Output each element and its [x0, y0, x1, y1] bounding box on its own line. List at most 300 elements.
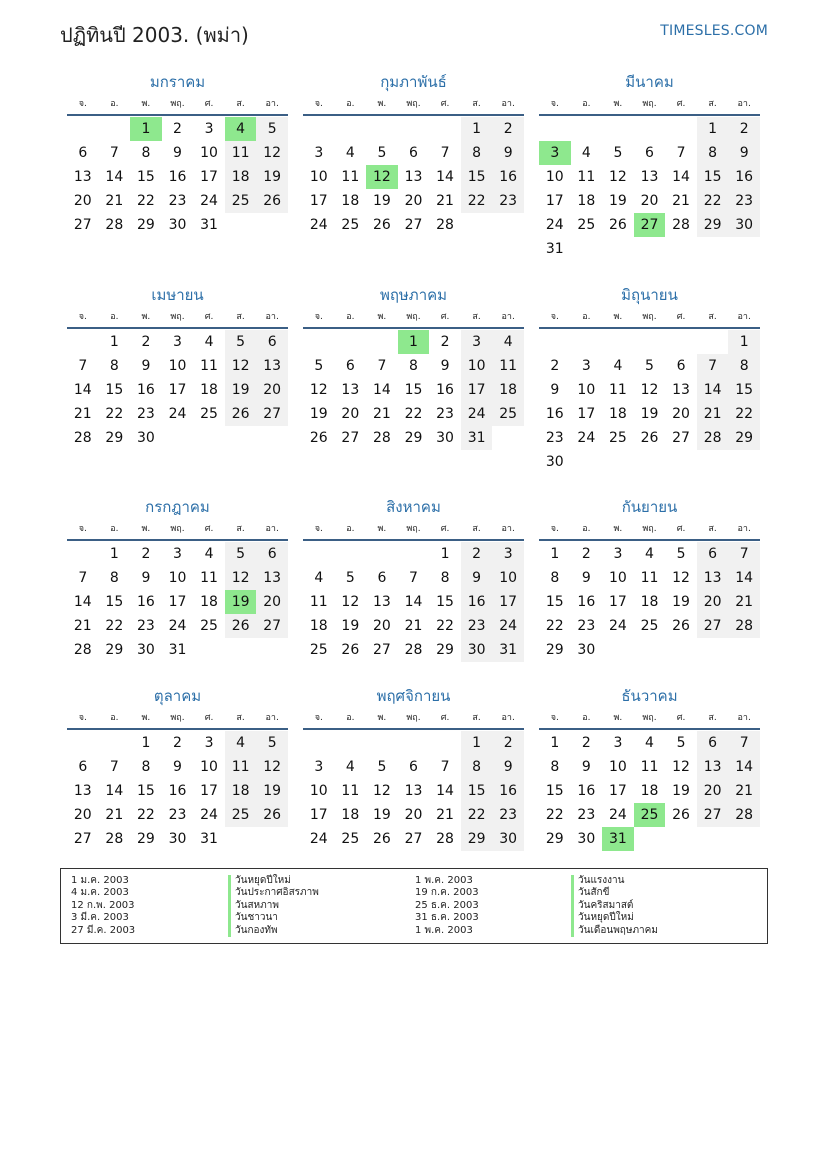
day-cell: 27: [256, 402, 288, 426]
day-cell: 13: [372, 594, 391, 610]
day-cell: 28: [697, 426, 729, 450]
weekday-label: ส.: [708, 312, 717, 322]
month-block: [67, 684, 288, 847]
day-cell: 25: [225, 189, 257, 213]
day-cell: 7: [697, 354, 729, 378]
weekday-label: พ.: [613, 524, 623, 534]
holiday-day-cell: 4: [225, 117, 257, 141]
day-cell: 9: [492, 755, 524, 779]
weekday-label: ศ.: [204, 312, 214, 322]
day-cell: 10: [200, 145, 218, 161]
day-cell: 15: [545, 783, 564, 799]
day-cell: 8: [440, 570, 450, 586]
day-cell: 6: [697, 731, 729, 755]
day-cell: 9: [550, 382, 560, 398]
day-cell: 14: [672, 169, 690, 185]
holiday-names-right: [571, 875, 658, 937]
month-block: [303, 495, 524, 658]
day-cell: 24: [168, 618, 187, 634]
day-cell: 20: [73, 193, 92, 209]
day-cell: 20: [697, 779, 729, 803]
day-cell: 27: [73, 831, 92, 847]
day-cell: 17: [309, 193, 328, 209]
day-cell: 7: [440, 145, 450, 161]
day-cell: 30: [545, 454, 564, 470]
day-cell: 2: [492, 117, 524, 141]
weekday-label: พฤ.: [642, 524, 657, 534]
day-cell: 30: [168, 831, 187, 847]
day-cell: 9: [141, 570, 151, 586]
month-block: [303, 283, 524, 446]
month-block: [303, 684, 524, 847]
day-cell: 19: [309, 406, 328, 422]
day-cell: 18: [200, 382, 218, 398]
day-cell: 28: [728, 803, 760, 827]
day-cell: 1: [109, 334, 119, 350]
day-cell: 21: [73, 618, 92, 634]
day-cell: 20: [73, 807, 92, 823]
day-cell: 21: [73, 406, 92, 422]
weekday-header: [303, 519, 524, 541]
day-cell: 17: [309, 807, 328, 823]
weekday-label: พฤ.: [406, 524, 421, 534]
day-cell: 13: [640, 169, 659, 185]
day-cell: 22: [728, 402, 760, 426]
holiday-name: วันกองทัพ: [228, 925, 319, 937]
day-cell: 23: [461, 614, 493, 638]
weekday-label: ส.: [472, 99, 481, 109]
day-cell: 15: [105, 382, 124, 398]
day-cell: 13: [256, 354, 288, 378]
weekday-label: ส.: [236, 524, 245, 534]
day-cell: 15: [105, 594, 124, 610]
month-name: มิถุนายน: [621, 286, 678, 304]
month-name: พฤษภาคม: [379, 286, 448, 304]
weekday-header: [303, 94, 524, 116]
day-cell: 20: [640, 193, 659, 209]
weekday-label: ศ.: [440, 524, 450, 534]
weekday-label: พฤ.: [170, 312, 185, 322]
day-cell: 4: [645, 735, 654, 751]
day-cell: 13: [404, 783, 423, 799]
weekday-label: ส.: [236, 713, 245, 723]
weekday-label: อ.: [346, 99, 355, 109]
day-cell: 9: [141, 358, 151, 374]
day-cell: 28: [436, 831, 454, 847]
day-cell: 22: [545, 618, 564, 634]
day-cell: 12: [225, 566, 257, 590]
day-cell: 20: [672, 406, 690, 422]
day-cell: 19: [608, 193, 627, 209]
day-cell: 13: [697, 755, 729, 779]
day-cell: 2: [173, 735, 182, 751]
day-cell: 1: [109, 546, 119, 562]
day-cell: 22: [404, 406, 423, 422]
day-cell: 2: [173, 121, 182, 137]
day-cell: 17: [577, 406, 596, 422]
day-cell: 3: [613, 546, 623, 562]
day-cell: 25: [608, 430, 627, 446]
day-cell: 10: [168, 358, 187, 374]
day-cell: 21: [372, 406, 391, 422]
day-cell: 1: [550, 735, 560, 751]
weekday-label: อา.: [265, 99, 279, 109]
day-cell: 4: [345, 145, 355, 161]
day-cell: 21: [105, 193, 124, 209]
day-cell: 9: [461, 566, 493, 590]
day-cell: 8: [409, 358, 418, 374]
day-cell: 28: [672, 217, 690, 233]
weekday-label: พฤ.: [170, 99, 185, 109]
weekday-label: ศ.: [204, 713, 214, 723]
day-cell: 31: [200, 831, 218, 847]
day-cell: 24: [461, 402, 493, 426]
weekday-label: พ.: [613, 713, 623, 723]
month-name: สิงหาคม: [386, 498, 441, 516]
month-name: ธันวาคม: [621, 687, 678, 705]
day-cell: 24: [200, 193, 218, 209]
weekday-label: อ.: [582, 713, 591, 723]
day-cell: 27: [404, 217, 423, 233]
weekday-label: อา.: [737, 312, 751, 322]
day-cell: 31: [200, 217, 218, 233]
weekday-header: [303, 708, 524, 730]
day-cell: 16: [545, 406, 564, 422]
day-cell: 9: [728, 141, 760, 165]
day-cell: 7: [78, 570, 88, 586]
weekday-label: จ.: [314, 713, 323, 723]
holiday-name: วันเดือนพฤษภาคม: [571, 925, 658, 937]
day-cell: 23: [136, 618, 155, 634]
weekday-label: จ.: [550, 99, 559, 109]
day-cell: 30: [136, 642, 155, 658]
day-cell: 27: [404, 831, 423, 847]
day-cell: 10: [200, 759, 218, 775]
day-cell: 8: [461, 755, 493, 779]
day-cell: 7: [377, 358, 387, 374]
day-cell: 20: [404, 807, 423, 823]
day-cell: 30: [577, 831, 596, 847]
day-cell: 29: [404, 430, 423, 446]
weekday-label: อา.: [501, 312, 515, 322]
day-cell: 25: [492, 402, 524, 426]
day-cell: 22: [136, 807, 155, 823]
day-cell: 29: [697, 213, 729, 237]
day-cell: 31: [545, 241, 564, 257]
weekday-label: ส.: [472, 713, 481, 723]
weekday-header: [539, 519, 760, 541]
weekday-label: ศ.: [440, 99, 450, 109]
day-cell: 20: [256, 378, 288, 402]
holiday-date: 25 ธ.ค. 2003: [415, 899, 479, 911]
day-cell: 29: [105, 430, 124, 446]
day-cell: 16: [461, 590, 493, 614]
weekday-label: พ.: [377, 713, 387, 723]
day-cell: 28: [728, 614, 760, 638]
day-cell: 24: [577, 430, 596, 446]
day-cell: 5: [345, 570, 355, 586]
day-cell: 19: [672, 594, 690, 610]
day-cell: 8: [697, 141, 729, 165]
day-cell: 21: [436, 807, 454, 823]
weekday-label: พ.: [141, 713, 151, 723]
day-cell: 4: [581, 145, 591, 161]
holiday-date: 3 มี.ค. 2003: [71, 912, 129, 924]
day-cell: 14: [728, 566, 760, 590]
day-cell: 17: [461, 378, 493, 402]
day-cell: 5: [676, 735, 686, 751]
holiday-day-cell: 31: [602, 827, 634, 851]
day-cell: 29: [436, 642, 454, 658]
weekday-label: พ.: [141, 312, 151, 322]
month-name: มีนาคม: [625, 73, 674, 91]
day-cell: 18: [640, 594, 659, 610]
day-cell: 15: [545, 594, 564, 610]
day-cell: 15: [136, 169, 155, 185]
day-cell: 2: [440, 334, 450, 350]
weekday-label: อ.: [582, 524, 591, 534]
day-cell: 30: [492, 827, 524, 851]
day-cell: 13: [341, 382, 360, 398]
day-cell: 8: [109, 570, 119, 586]
day-cell: 7: [409, 570, 418, 586]
day-cell: 19: [372, 807, 391, 823]
day-cell: 9: [440, 358, 450, 374]
weekday-label: พ.: [377, 312, 387, 322]
holiday-name: วันสหภาพ: [228, 900, 319, 912]
day-cell: 21: [728, 590, 760, 614]
day-cell: 10: [168, 570, 187, 586]
day-cell: 8: [109, 358, 119, 374]
day-cell: 25: [309, 642, 328, 658]
weekday-label: อา.: [737, 99, 751, 109]
day-cell: 3: [204, 735, 214, 751]
holiday-dates-right: [415, 875, 479, 937]
day-cell: 18: [608, 406, 627, 422]
day-cell: 30: [461, 638, 493, 662]
day-cell: 5: [377, 145, 387, 161]
day-cell: 18: [200, 594, 218, 610]
day-cell: 12: [341, 594, 360, 610]
holiday-day-cell: 1: [130, 117, 162, 141]
day-cell: 11: [200, 358, 218, 374]
weekday-label: พ.: [613, 312, 623, 322]
weekday-label: อ.: [346, 524, 355, 534]
day-cell: 5: [256, 731, 288, 755]
day-cell: 30: [728, 213, 760, 237]
weekday-label: พฤ.: [642, 713, 657, 723]
day-cell: 4: [345, 759, 355, 775]
day-cell: 27: [256, 614, 288, 638]
day-cell: 15: [136, 783, 155, 799]
day-cell: 28: [404, 642, 423, 658]
day-cell: 31: [492, 638, 524, 662]
day-cell: 2: [492, 731, 524, 755]
holiday-names-left: [228, 875, 319, 937]
day-cell: 27: [372, 642, 391, 658]
day-cell: 7: [109, 145, 119, 161]
day-cell: 5: [645, 358, 654, 374]
weekday-label: ศ.: [440, 713, 450, 723]
weekday-label: อา.: [501, 713, 515, 723]
day-cell: 10: [608, 759, 627, 775]
day-cell: 19: [640, 406, 659, 422]
day-cell: 17: [168, 382, 187, 398]
weekday-label: ศ.: [204, 99, 214, 109]
day-cell: 7: [728, 542, 760, 566]
day-cell: 7: [109, 759, 119, 775]
day-cell: 3: [204, 121, 214, 137]
day-cell: 11: [608, 382, 627, 398]
day-cell: 15: [404, 382, 423, 398]
day-cell: 23: [728, 189, 760, 213]
day-cell: 3: [173, 546, 182, 562]
day-cell: 11: [341, 783, 360, 799]
day-cell: 28: [73, 430, 92, 446]
day-cell: 11: [309, 594, 328, 610]
weekday-header: [67, 94, 288, 116]
day-cell: 30: [577, 642, 596, 658]
day-cell: 18: [341, 807, 360, 823]
day-cell: 24: [608, 807, 627, 823]
day-cell: 28: [105, 831, 124, 847]
day-cell: 25: [341, 217, 360, 233]
weekday-label: อา.: [265, 713, 279, 723]
day-cell: 14: [73, 594, 92, 610]
weekday-label: ศ.: [676, 99, 686, 109]
day-cell: 12: [672, 570, 690, 586]
day-cell: 16: [136, 382, 155, 398]
day-cell: 20: [697, 590, 729, 614]
day-cell: 21: [105, 807, 124, 823]
day-cell: 9: [581, 570, 591, 586]
day-cell: 6: [645, 145, 654, 161]
day-cell: 29: [136, 217, 155, 233]
weekday-label: จ.: [550, 713, 559, 723]
day-cell: 2: [550, 358, 560, 374]
day-cell: 16: [577, 783, 596, 799]
weekday-label: อา.: [265, 312, 279, 322]
day-cell: 4: [314, 570, 324, 586]
day-cell: 11: [200, 570, 218, 586]
day-cell: 8: [550, 570, 560, 586]
day-cell: 22: [461, 189, 493, 213]
day-cell: 8: [550, 759, 560, 775]
day-cell: 8: [461, 141, 493, 165]
weekday-label: พ.: [141, 524, 151, 534]
day-cell: 1: [440, 546, 450, 562]
day-cell: 1: [728, 330, 760, 354]
weekday-label: พ.: [377, 99, 387, 109]
day-cell: 8: [141, 145, 151, 161]
holiday-date: 4 ม.ค. 2003: [71, 887, 129, 899]
month-block: [303, 70, 524, 233]
day-cell: 6: [256, 330, 288, 354]
weekday-label: พฤ.: [170, 524, 185, 534]
day-cell: 14: [105, 783, 124, 799]
day-cell: 3: [314, 759, 324, 775]
day-cell: 2: [461, 542, 493, 566]
day-cell: 20: [372, 618, 391, 634]
day-cell: 3: [581, 358, 591, 374]
day-cell: 26: [672, 807, 690, 823]
day-cell: 25: [200, 406, 218, 422]
weekday-label: อา.: [737, 524, 751, 534]
day-cell: 2: [581, 546, 591, 562]
day-cell: 18: [577, 193, 596, 209]
day-cell: 20: [341, 406, 360, 422]
day-cell: 25: [200, 618, 218, 634]
day-cell: 29: [545, 642, 564, 658]
day-cell: 26: [256, 803, 288, 827]
holiday-day-cell: 12: [366, 165, 398, 189]
holiday-date: 31 ธ.ค. 2003: [415, 912, 479, 924]
month-name: มกราคม: [149, 73, 206, 91]
day-cell: 18: [492, 378, 524, 402]
day-cell: 24: [608, 618, 627, 634]
day-cell: 26: [256, 189, 288, 213]
day-cell: 23: [492, 803, 524, 827]
day-cell: 17: [545, 193, 564, 209]
day-cell: 11: [640, 570, 659, 586]
day-cell: 23: [436, 406, 454, 422]
month-block: [539, 70, 760, 257]
weekday-header: [539, 94, 760, 116]
day-cell: 22: [436, 618, 454, 634]
day-cell: 18: [309, 618, 328, 634]
day-cell: 31: [461, 426, 493, 450]
weekday-label: ส.: [708, 99, 717, 109]
day-cell: 14: [697, 378, 729, 402]
day-cell: 23: [136, 406, 155, 422]
day-cell: 22: [136, 193, 155, 209]
day-cell: 24: [492, 614, 524, 638]
day-cell: 16: [577, 594, 596, 610]
day-cell: 9: [173, 759, 182, 775]
weekday-header: [539, 307, 760, 329]
day-cell: 14: [73, 382, 92, 398]
holiday-name: วันแรงงาน: [571, 875, 658, 887]
day-cell: 12: [256, 755, 288, 779]
weekday-label: จ.: [78, 312, 87, 322]
day-cell: 13: [672, 382, 690, 398]
weekday-label: จ.: [78, 99, 87, 109]
day-cell: 22: [697, 189, 729, 213]
page-title: ปฏิทินปี 2003. (พม่า): [60, 23, 249, 47]
holiday-date: 1 พ.ค. 2003: [415, 875, 473, 886]
weekday-label: อ.: [582, 312, 591, 322]
holiday-name: วันสักขี: [571, 887, 658, 899]
day-cell: 27: [697, 614, 729, 638]
day-cell: 25: [341, 831, 360, 847]
brand-link[interactable]: TIMESLES.COM: [660, 23, 768, 39]
day-cell: 11: [341, 169, 360, 185]
day-cell: 14: [372, 382, 391, 398]
day-cell: 1: [461, 731, 493, 755]
day-cell: 29: [545, 831, 564, 847]
day-cell: 6: [377, 570, 387, 586]
weekday-header: [67, 708, 288, 730]
day-cell: 9: [492, 141, 524, 165]
month-name: พฤศจิกายน: [376, 687, 451, 705]
holiday-date: 1 ม.ค. 2003: [71, 875, 129, 886]
day-cell: 18: [640, 783, 659, 799]
day-cell: 26: [372, 831, 391, 847]
holiday-day-cell: 1: [398, 330, 430, 354]
day-cell: 22: [105, 406, 124, 422]
weekday-label: ส.: [236, 99, 245, 109]
day-cell: 18: [225, 779, 257, 803]
